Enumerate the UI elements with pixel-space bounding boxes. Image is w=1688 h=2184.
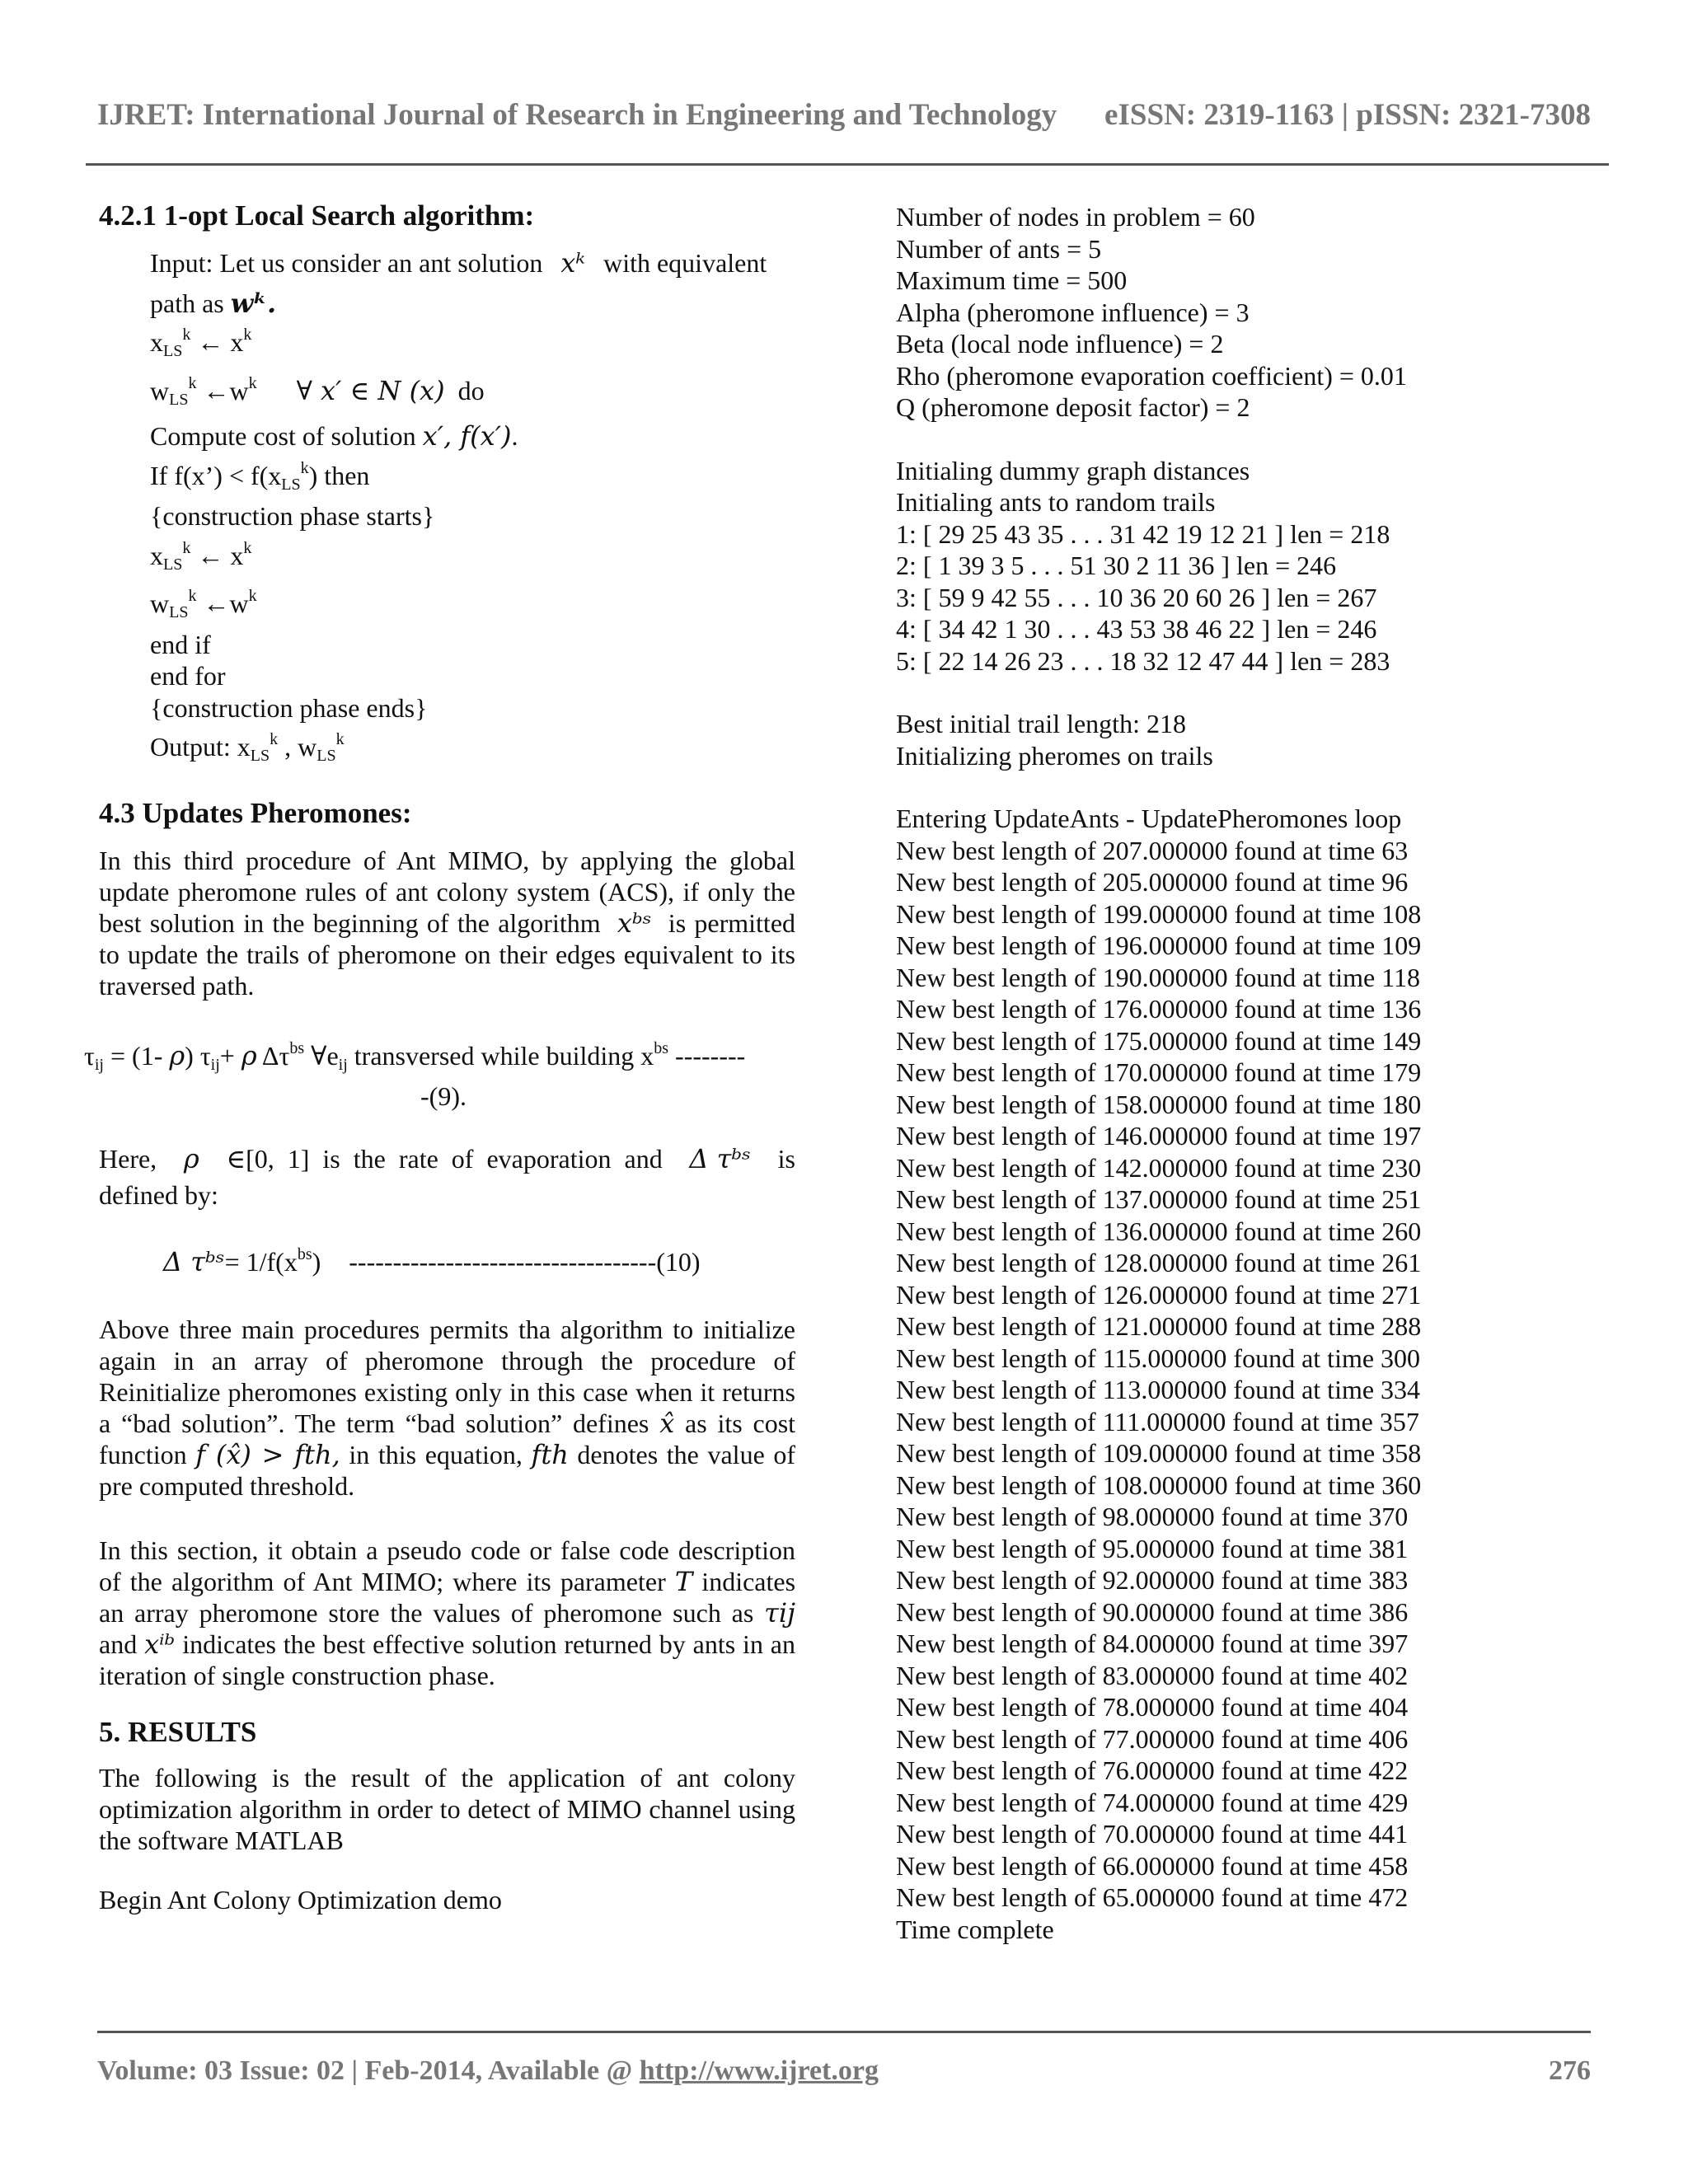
math-xbs: xᵇˢ [617,907,652,939]
loop-line: New best length of 121.000000 found at time 288 [896,1311,1422,1341]
loop-line: New best length of 158.000000 found at time 180 [896,1089,1422,1119]
param-line: Q (pheromone deposit factor) = 2 [896,392,1250,422]
loop-line: New best length of 115.000000 found at time 300 [896,1343,1421,1373]
equation-9-number: -(9). [420,1080,467,1111]
loop-line: New best length of 175.000000 found at time 149 [896,1025,1422,1056]
footer-rule [97,2031,1591,2033]
param-line: Alpha (pheromone influence) = 3 [896,297,1250,327]
algo-output: Output: $x_{LS}^k$ , $w_{LS}^k$ [150,730,345,765]
algo-input: Input: Let us consider an ant solution xᵏ with equivalent [150,247,767,279]
loop-line: New best length of 142.000000 found at time 230 [896,1152,1422,1183]
loop-line: New best length of 199.000000 found at time 108 [896,898,1422,929]
algo-line-1: $x_{LS}^k$ ← $x^k$ [150,326,252,360]
loop-line: New best length of 196.000000 found at time 109 [896,930,1422,960]
init-line: 4: [ 34 42 1 30 . . . 43 53 38 46 22 ] len = 246 [896,614,1377,644]
math-forall: ∀ x′ ∈ N (x) [296,374,445,406]
loop-line: New best length of 66.000000 found at time 458 [896,1850,1409,1881]
algo-if: If f(x’) < $f(x_{LS}^k)$ then [150,458,370,494]
time-complete: Time complete [896,1914,1054,1944]
paragraph-here: Here, ρ ∈[0, 1] is the rate of evaporation and Δ τᵇˢ is defined by: [99,1142,795,1210]
loop-line: New best length of 76.000000 found at time 422 [896,1755,1409,1785]
loop-line: New best length of 146.000000 found at time 197 [896,1121,1422,1151]
loop-line: New best length of 70.000000 found at time 441 [896,1819,1409,1849]
journal-title: IJRET: International Journal of Research in Engineering and Technology [97,98,1057,132]
loop-line: New best length of 170.000000 found at time 179 [896,1057,1422,1087]
page-footer [97,2055,1591,2087]
math-xk: xᵏ [560,247,586,279]
paragraph-begin-demo: Begin Ant Colony Optimization demo [99,1884,502,1915]
loop-line: New best length of 65.000000 found at time 472 [896,1882,1409,1912]
loop-line: New best length of 92.000000 found at time 383 [896,1565,1409,1595]
param-line: Number of ants = 5 [896,233,1102,264]
left-column [84,199,796,1942]
algo-phase-end: {construction phase ends} [150,692,428,723]
param-line: Number of nodes in problem = 60 [896,202,1255,232]
loop-line: New best length of 74.000000 found at time 429 [896,1787,1409,1817]
algo-line-3: $x_{LS}^k$ ← $x^k$ [150,538,252,574]
loop-line: New best length of 128.000000 found at time 261 [896,1248,1422,1277]
algo-end-if: end if [150,629,211,659]
loop-line: New best length of 95.000000 found at time 381 [896,1533,1409,1563]
loop-line: New best length of 109.000000 found at time 358 [896,1438,1422,1468]
math-wk: wᵏ. [230,287,277,319]
loop-line: New best length of 137.000000 found at time 251 [896,1184,1422,1214]
loop-line: New best length of 98.000000 found at time 370 [896,1502,1409,1531]
loop-line: New best length of 108.000000 found at time 360 [896,1469,1422,1500]
paragraph-pseudocode: In this section, it obtain a pseudo code or false code description of the algorithm of Ant MIMO; where its parameter T indicates an array pheromone store the values of pheromone such as τij and xⁱᵇ indicates the best effective solution returned by ants in an iteration of single construction phase. [99,1535,796,1690]
equation-9: $\tau_{ij} = (1-$ ρ) $\tau_{ij}+ \rho$ $\Delta\tau^{bs}$ $\forall e_{ij}$ transversed while building $x^{bs}$ -------- -(9). [99,1033,795,1112]
best-init-line: Best initial trail length: 218 [896,709,1186,738]
loop-line: New best length of 90.000000 found at time 386 [896,1596,1409,1627]
loop-line: New best length of 84.000000 found at time 397 [896,1629,1409,1658]
init-block [896,455,1605,677]
section-5-title: 5. RESULTS [99,1715,257,1748]
params-block [896,201,1605,424]
section-4-3-title: 4.3 Updates Pheromones: [99,796,412,829]
init-line: Initialing ants to random trails [896,487,1216,517]
right-column [896,201,1605,1945]
init-line: 3: [ 59 9 42 55 . . . 10 36 20 60 26 ] len = 267 [896,582,1377,612]
param-line: Beta (local node influence) = 2 [896,329,1224,359]
algo-line-2: $w_{LS}^k$ $\leftarrow w^k$ ∀ x′ ∈ N (x) do [150,373,485,409]
loop-line: New best length of 190.000000 found at time 118 [896,962,1421,992]
loop-block [896,803,1605,1945]
loop-line: New best length of 176.000000 found at time 136 [896,994,1422,1024]
loop-line: New best length of 78.000000 found at time 404 [896,1692,1409,1722]
page-number: 276 [1549,2055,1591,2086]
algo-phase-start: {construction phase starts} [150,501,435,531]
section-4-2-1-title: 4.2.1 1-opt Local Search algorithm: [99,199,535,232]
local-search-algorithm [150,247,795,772]
best-init-block [896,708,1605,771]
footer-volume: Volume: 03 Issue: 02 | Feb-2014, Available @ http://www.ijret.org [97,2055,879,2086]
loop-line: New best length of 136.000000 found at time 260 [896,1216,1422,1246]
equation-10: Δ τᵇˢ= $1/f(x^{bs})$ -----------------------------------(10) [163,1244,701,1277]
loop-line: New best length of 205.000000 found at time 96 [896,867,1409,897]
paragraph-global-update: In this third procedure of Ant MIMO, by applying the global update pheromone rules of ant colony system (ACS), if only the best solution in the beginning of the algorithm xᵇˢ is permitted to update the trails of pheromone on their edges equivalent to its traversed path. [99,845,796,1001]
init-line: Initialing dummy graph distances [896,455,1250,485]
issn: eISSN: 2319-1163 | pISSN: 2321-7308 [1104,98,1591,132]
loop-line: New best length of 83.000000 found at time 402 [896,1660,1409,1690]
algo-path: path as wᵏ. [150,287,277,319]
loop-line: New best length of 113.000000 found at time 334 [896,1375,1421,1404]
math-inequality: f (x̂) > fth, [195,1438,340,1470]
loop-line: New best length of 207.000000 found at time 63 [896,835,1409,865]
math-compute: x′, f(x′) [422,420,512,452]
param-line: Maximum time = 500 [896,265,1128,295]
init-line: 2: [ 1 39 3 5 . . . 51 30 2 11 36 ] len = 246 [896,551,1337,580]
journal-link[interactable]: http://www.ijret.org [639,2055,879,2086]
paragraph-reinitialize: Above three main procedures permits tha algorithm to initialize again in an array of pheromone through the procedure of Reinitialize pheromones existing only in this case when it returns a “bad solution”. The term “bad solution” defines x̂ as its cost function f (x̂) > fth, in this equation, fth denotes the value of pre computed threshold. [99,1314,796,1501]
algo-end-for: end for [150,661,226,691]
math-delta-tau: Δ τᵇˢ [689,1142,751,1174]
best-init-line: Initializing pheromes on trails [896,740,1213,771]
algo-compute: Compute cost of solution x′, f(x′). [150,420,518,452]
page-header [97,97,1591,133]
algo-line-4: $w_{LS}^k$ $\leftarrow w^k$ [150,587,257,621]
header-rule [86,163,1609,166]
loop-line: New best length of 77.000000 found at time 406 [896,1723,1409,1754]
param-line: Rho (pheromone evaporation coefficient) = 0.01 [896,360,1407,391]
loop-line: New best length of 126.000000 found at time 271 [896,1279,1422,1310]
init-line: 5: [ 22 14 26 23 . . . 18 32 12 47 44 ] len = 283 [896,645,1390,676]
init-line: 1: [ 29 25 43 35 . . . 31 42 19 12 21 ] len = 218 [896,518,1390,549]
loop-line: New best length of 111.000000 found at time 357 [896,1406,1419,1436]
paragraph-results: The following is the result of the application of ant colony optimization algorithm in order to detect of MIMO channel using the software MATLAB [99,1762,795,1855]
loop-title: Entering UpdateAnts - UpdatePheromones loop [896,804,1402,833]
